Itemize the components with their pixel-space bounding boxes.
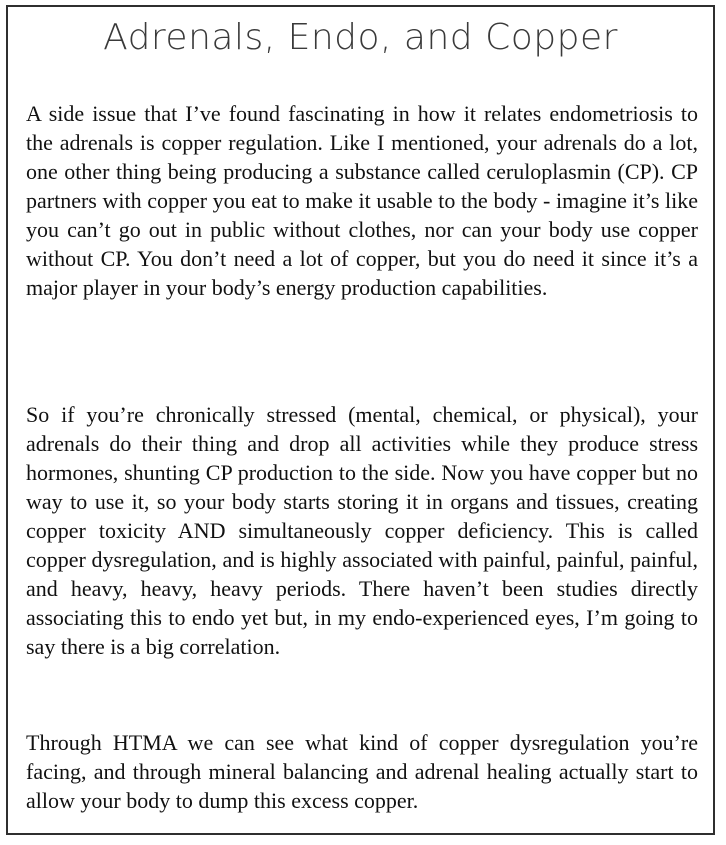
- paragraph-htma: Through HTMA we can see what kind of copper dysregulation you’re facing, and through mineral balancing and adrenal healing actually start to allow your body to dump this excess copper.: [26, 730, 698, 813]
- page-title: Adrenals, Endo, and Copper: [103, 17, 618, 58]
- paragraph-chronic-stress: So if you’re chronically stressed (mental, chemical, or physical), your adrenals do their thing and drop all activities while they produce stress hormones, shunting CP production to the side. Now you have copper but no way to use it, so your body starts storing it in organs and tissues, creating copper toxicity AND simultaneously copper deficiency. This is called copper dysregulation, and is highly associated with painful, painful, painful, and heavy, heavy, heavy periods. There haven’t been studies directly associating this to endo yet but, in my endo-experienced eyes, I’m going to say there is a big correlation.: [26, 402, 698, 659]
- paragraph-copper-regulation: A side issue that I’ve found fascinating in how it relates endometriosis to the adrenals is copper regulation. Like I mentioned, your adrenals do a lot, one other thing being producing a substance called ceruloplasmin (CP). CP partners with copper you eat to make it usable to the body - imagine it’s like you can’t go out in public without clothes, nor can your body use copper without CP. You don’t need a lot of copper, but you do need it since it’s a major player in your body’s energy production capabilities.: [26, 101, 698, 300]
- content-card: [6, 5, 715, 835]
